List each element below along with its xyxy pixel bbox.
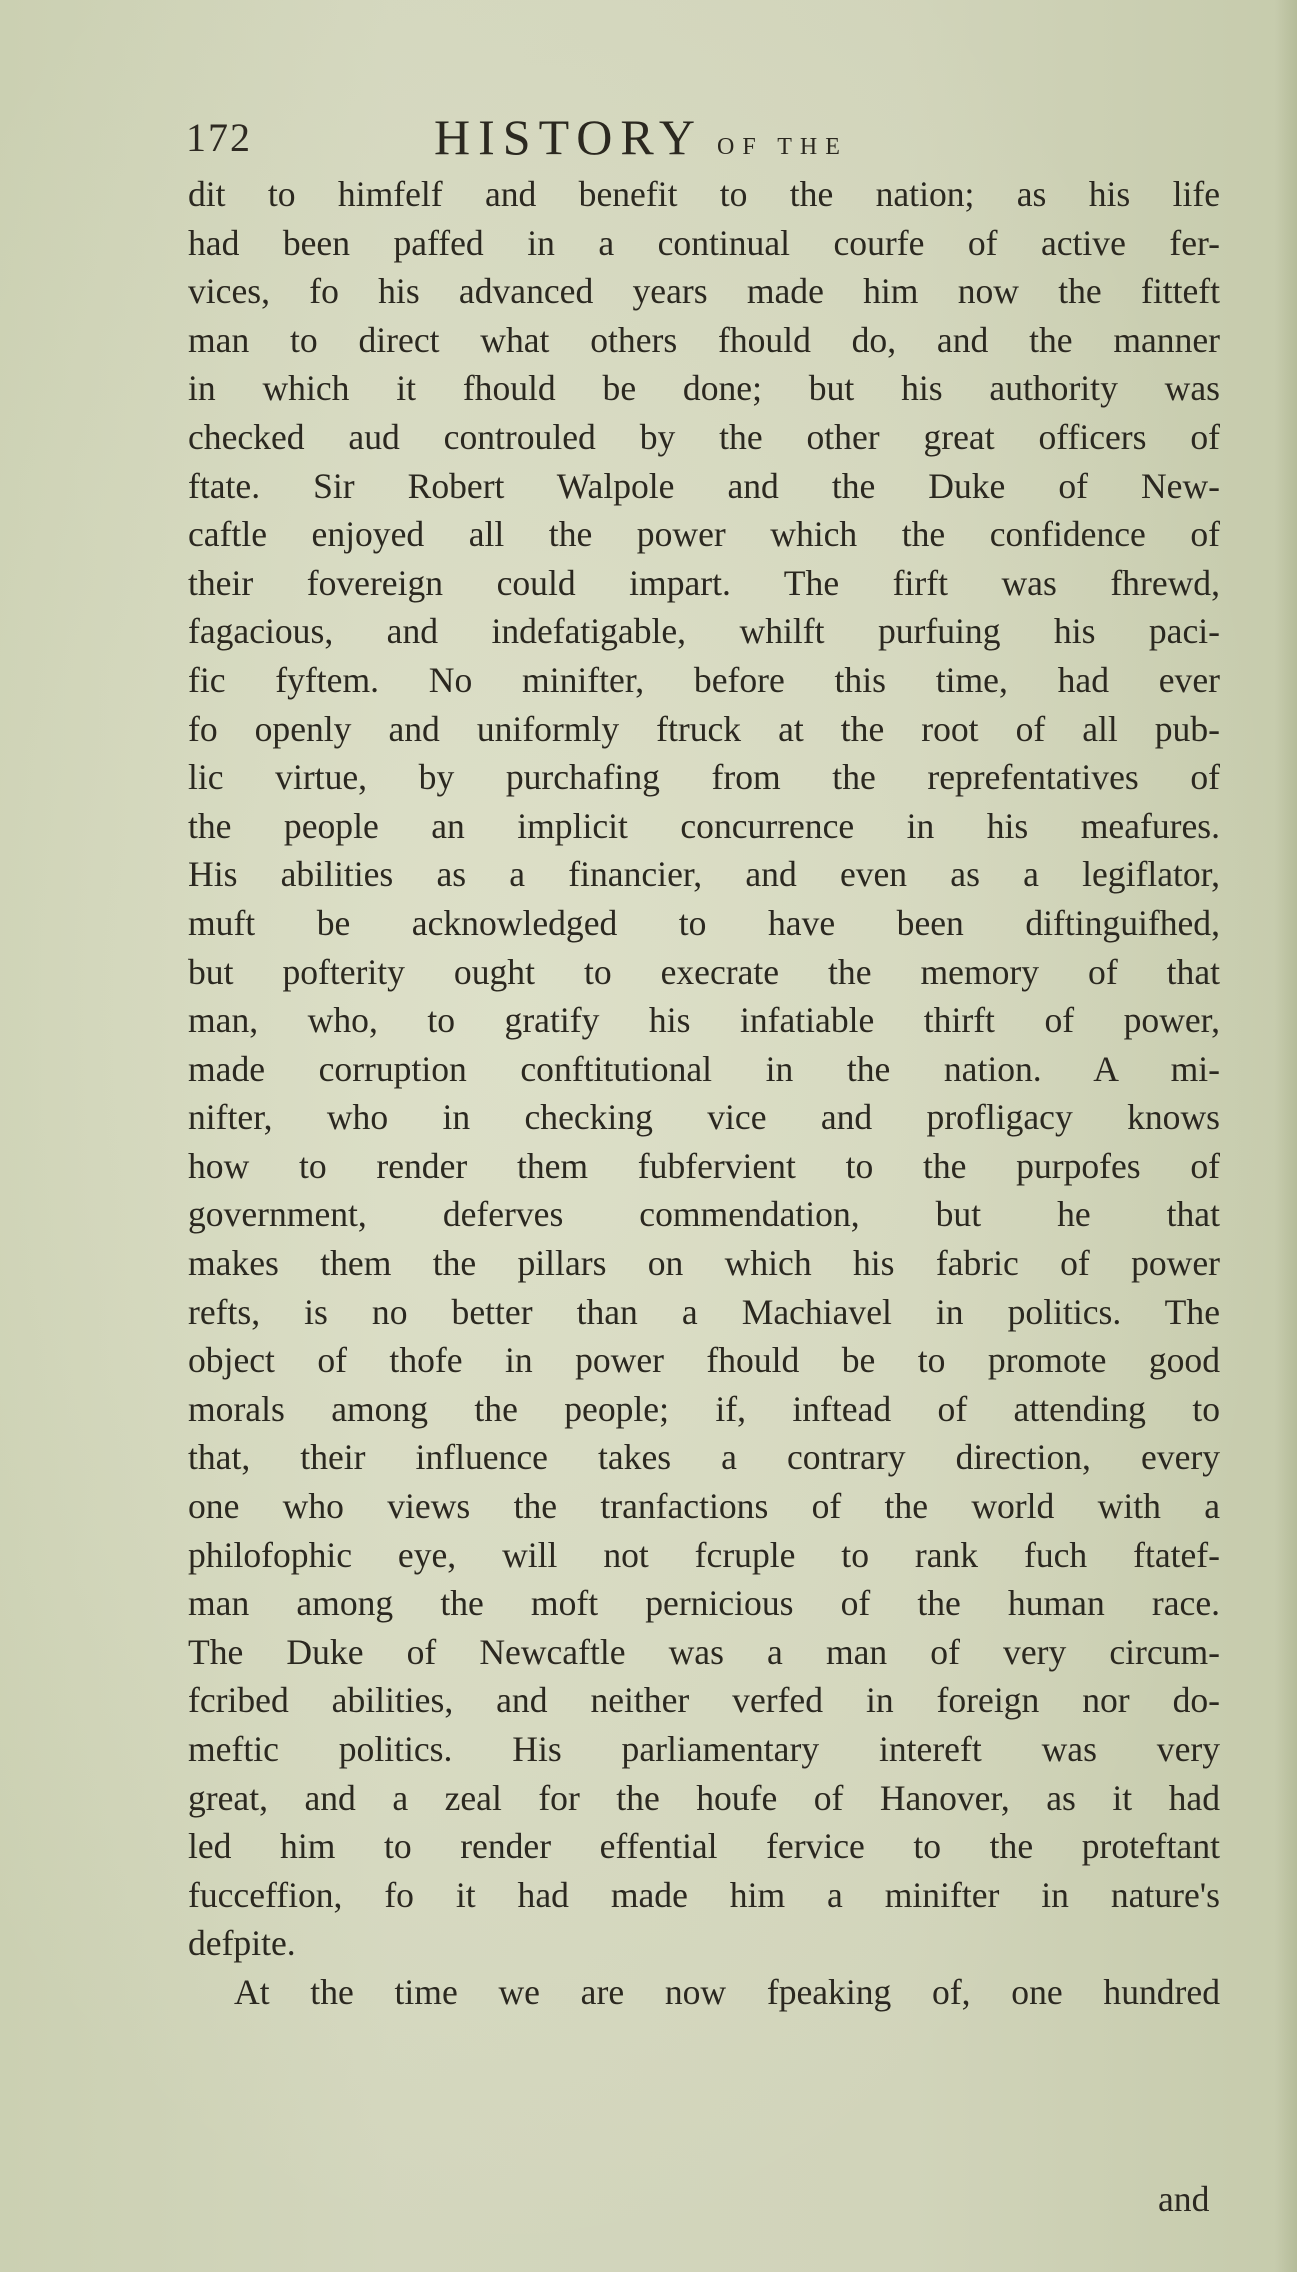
text-line: made corruption conftitutional in the nation. A mi- — [188, 1048, 1220, 1089]
text-line: dit to himfelf and benefit to the nation; as his life — [188, 174, 1220, 214]
text-line: philofophic eye, will not fcruple to rank fuch ftatef- — [188, 1534, 1220, 1575]
text-line: their fovereign could impart. The firft was fhrewd, — [188, 562, 1220, 603]
running-head-title: HISTORY — [434, 109, 704, 165]
text-line-paragraph-start: At the time we are now fpeaking of, one hundred — [234, 1971, 1220, 2012]
page-edge-shadow — [1275, 0, 1297, 2272]
text-line: had been paffed in a continual courfe of active fer- — [188, 222, 1220, 263]
text-line: the people an implicit concurrence in his meafures. — [188, 805, 1220, 846]
text-line-paragraph-end: defpite. — [188, 1923, 296, 1964]
catchword: and — [1158, 2179, 1210, 2219]
text-line: great, and a zeal for the houfe of Hanover, as it had — [188, 1777, 1220, 1818]
page-number: 172 — [186, 115, 252, 160]
page-header — [186, 108, 1086, 168]
text-line: ftate. Sir Robert Walpole and the Duke of New- — [188, 465, 1220, 506]
running-head-small-caps: OF THE — [717, 134, 848, 160]
text-line: but pofterity ought to execrate the memory of that — [188, 951, 1220, 992]
running-head — [434, 108, 848, 166]
text-line: fic fyftem. No minifter, before this time, had ever — [188, 659, 1220, 700]
text-line: man among the moft pernicious of the human race. — [188, 1583, 1220, 1624]
text-line: fo openly and uniformly ftruck at the root of all pub- — [188, 708, 1220, 749]
text-line: makes them the pillars on which his fabric of power — [188, 1243, 1220, 1284]
text-line: fucceffion, fo it had made him a minifter in nature's — [188, 1874, 1220, 1915]
text-line: fcribed abilities, and neither verfed in foreign nor do- — [188, 1680, 1220, 1721]
text-line: The Duke of Newcaftle was a man of very circum- — [188, 1631, 1220, 1672]
text-line: lic virtue, by purchafing from the reprefentatives of — [188, 757, 1220, 798]
text-line: government, deferves commendation, but he that — [188, 1194, 1220, 1235]
text-line: man to direct what others fhould do, and the manner — [188, 319, 1220, 360]
text-line: vices, fo his advanced years made him now the fitteft — [188, 271, 1220, 312]
text-line: morals among the people; if, inftead of attending to — [188, 1388, 1220, 1429]
text-line: muft be acknowledged to have been diftinguifhed, — [188, 902, 1220, 943]
text-line: one who views the tranfactions of the world with a — [188, 1486, 1220, 1527]
text-line: in which it fhould be done; but his authority was — [188, 368, 1220, 409]
text-line: caftle enjoyed all the power which the confidence of — [188, 514, 1220, 555]
text-line: refts, is no better than a Machiavel in politics. The — [188, 1291, 1220, 1332]
text-line: man, who, to gratify his infatiable thirft of power, — [188, 1000, 1220, 1041]
text-line: nifter, who in checking vice and profligacy knows — [188, 1097, 1220, 1138]
text-line: led him to render effential fervice to the proteftant — [188, 1826, 1220, 1867]
text-line: meftic politics. His parliamentary intereft was very — [188, 1729, 1220, 1769]
text-line: object of thofe in power fhould be to promote good — [188, 1340, 1220, 1381]
text-line: checked aud controuled by the other great officers of — [188, 416, 1220, 457]
text-line: how to render them fubfervient to the purpofes of — [188, 1145, 1220, 1186]
text-line: that, their influence takes a contrary direction, every — [188, 1437, 1220, 1478]
text-line: fagacious, and indefatigable, whilft purfuing his paci- — [188, 611, 1220, 652]
body-text — [188, 170, 1220, 2017]
text-line: His abilities as a financier, and even as a legiflator, — [188, 854, 1220, 895]
